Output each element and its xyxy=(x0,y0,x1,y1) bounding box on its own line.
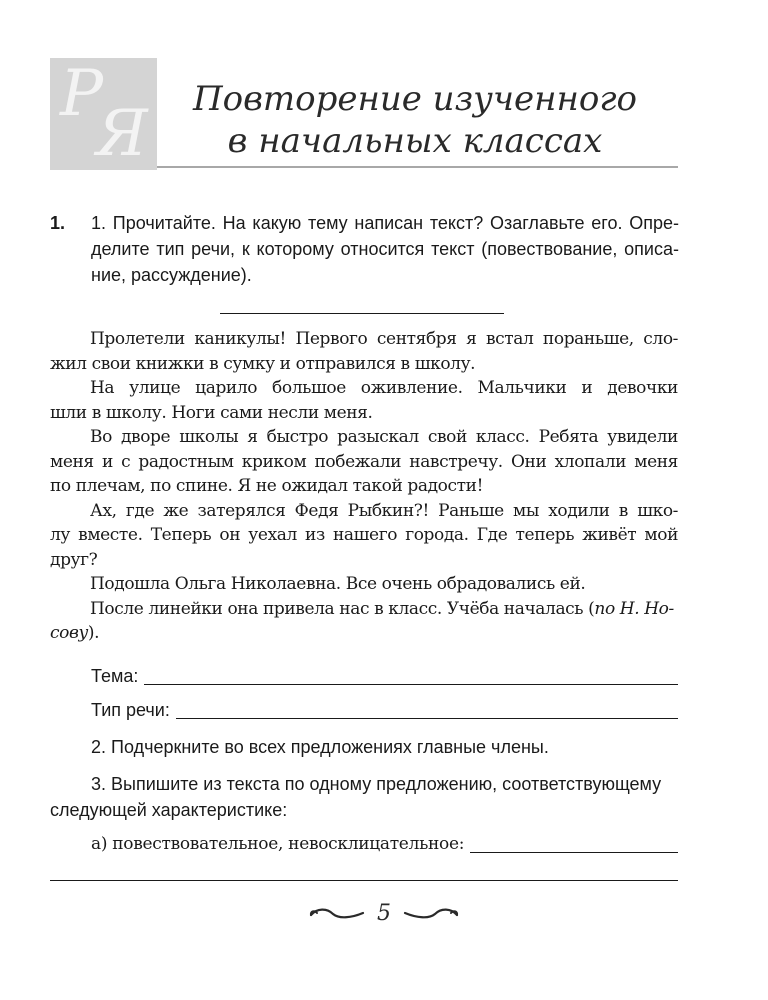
story-line: друг? xyxy=(50,549,98,570)
chapter-title xyxy=(175,78,655,162)
story-line-text: После линейки она привела нас в класс. Учёба началась ( xyxy=(90,598,595,619)
task-3a-label: а) повествовательное, невосклицательное: xyxy=(91,834,465,854)
story-line: жил свои книжки в сумку и отправился в школу. xyxy=(50,353,476,374)
story-line: шли в школу. Ноги сами несли меня. xyxy=(50,402,373,423)
story-line: Пролетели каникулы! Первого сентября я встал пораньше, сло- xyxy=(90,329,678,349)
task-3-line: следующей характеристике: xyxy=(50,800,288,820)
task-3a-answer-line[interactable] xyxy=(470,834,678,853)
task-1-text xyxy=(91,210,679,288)
theme-label: Тема: xyxy=(91,666,139,686)
story-line: Во дворе школы я быстро разыскал свой класс. Ребята увидели xyxy=(90,427,678,447)
chapter-title-line-1: Повторение изученного xyxy=(192,79,638,119)
monogram-letter-r: Р xyxy=(60,57,104,131)
speech-type-answer-line[interactable] xyxy=(176,700,678,719)
page-footer xyxy=(305,898,463,928)
left-flourish-icon xyxy=(307,904,367,922)
page-number: 5 xyxy=(377,900,391,926)
story-line: Ах, где же затерялся Федя Рыбкин?! Раньше мы ходили в шко- xyxy=(90,500,678,521)
speech-type-label: Тип речи: xyxy=(91,700,170,720)
speech-type-field xyxy=(91,697,678,723)
task-2-text: 2. Подчеркните во всех предложениях главные члены. xyxy=(91,737,549,757)
task-1-line: делите тип речи, к которому относится текст (повествование, описа- xyxy=(91,239,679,259)
monogram-letter-ya: Я xyxy=(96,97,148,171)
citation-author-end: сову xyxy=(50,623,88,643)
story-line-citation xyxy=(50,597,678,622)
story-line: лу вместе. Теперь он уехал из нашего города. Где теперь живёт мой xyxy=(50,525,678,545)
header-rule xyxy=(157,166,678,168)
exercise-number: 1. xyxy=(50,213,66,233)
citation-close: ). xyxy=(87,623,100,643)
story-text xyxy=(50,327,678,646)
task-1-line: ние, рассуждение). xyxy=(91,265,252,285)
chapter-monogram xyxy=(50,58,157,170)
right-flourish-icon xyxy=(401,904,461,922)
task-3a-answer-line-2[interactable] xyxy=(50,880,678,881)
story-line: Подошла Ольга Николаевна. Все очень обрадовались ей. xyxy=(90,574,586,594)
title-answer-line[interactable] xyxy=(220,313,504,314)
task-1-line: 1. Прочитайте. На какую тему написан текст? Озаглавьте его. Опре- xyxy=(91,213,679,233)
citation-author: по Н. Но- xyxy=(594,598,674,619)
chapter-title-line-2: в начальных классах xyxy=(227,121,603,161)
theme-answer-line[interactable] xyxy=(144,666,678,685)
story-line-citation-end xyxy=(50,621,678,646)
story-line: меня и с радостным криком побежали навстречу. Они хлопали меня xyxy=(50,451,678,472)
theme-field xyxy=(91,663,678,689)
story-line: На улице царило большое оживление. Мальчики и девочки xyxy=(90,378,678,398)
task-3-text xyxy=(50,771,678,823)
task-3-line: 3. Выпишите из текста по одному предложению, соответствующему xyxy=(91,774,662,794)
story-line: по плечам, по спине. Я не ожидал такой радости! xyxy=(50,476,483,496)
task-3a-field xyxy=(91,831,678,857)
